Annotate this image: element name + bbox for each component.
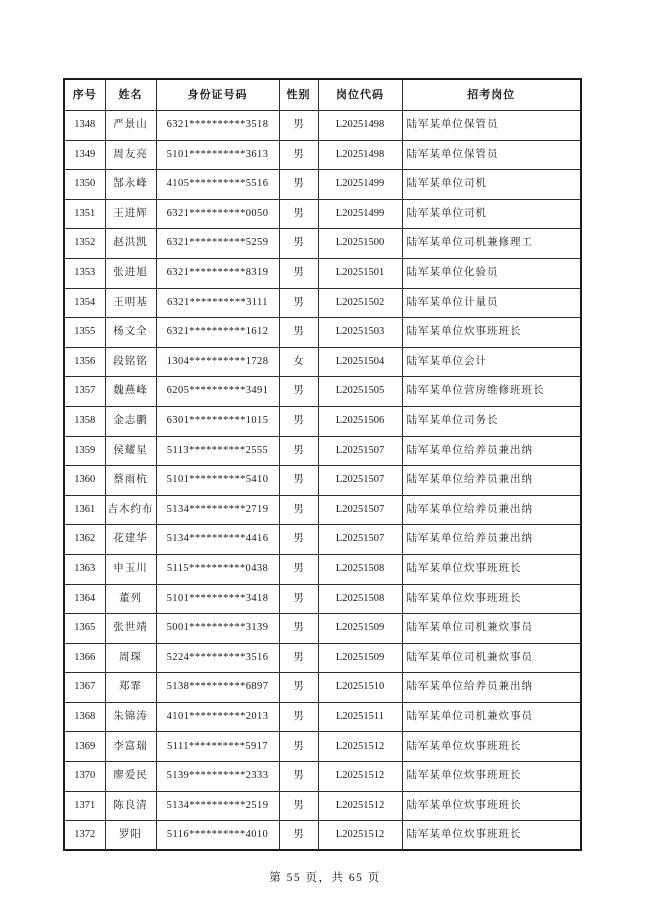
cell-job-code: L20251499 xyxy=(318,199,402,229)
table-row xyxy=(64,466,581,496)
cell-recruitment-position: 陆军某单位炊事班班长 xyxy=(402,821,581,851)
cell-serial-number: 1364 xyxy=(64,584,105,614)
cell-name: 王明基 xyxy=(105,288,156,318)
cell-gender: 男 xyxy=(279,495,318,525)
cell-serial-number: 1369 xyxy=(64,732,105,762)
cell-serial-number: 1351 xyxy=(64,199,105,229)
table-row xyxy=(64,584,581,614)
cell-serial-number: 1365 xyxy=(64,614,105,644)
cell-gender: 男 xyxy=(279,199,318,229)
cell-job-code: L20251512 xyxy=(318,732,402,762)
cell-recruitment-position: 陆军某单位会计 xyxy=(402,347,581,377)
cell-gender: 男 xyxy=(279,554,318,584)
cell-name: 侯耀星 xyxy=(105,436,156,466)
cell-recruitment-position: 陆军某单位司机兼修理工 xyxy=(402,229,581,259)
cell-serial-number: 1360 xyxy=(64,466,105,496)
cell-serial-number: 1371 xyxy=(64,791,105,821)
cell-job-code: L20251506 xyxy=(318,406,402,436)
cell-gender: 男 xyxy=(279,525,318,555)
cell-name: 吉木约布 xyxy=(105,495,156,525)
table-row xyxy=(64,643,581,673)
cell-job-code: L20251509 xyxy=(318,643,402,673)
cell-id-number: 4101**********2013 xyxy=(156,702,279,732)
cell-id-number: 5224**********3516 xyxy=(156,643,279,673)
table-row xyxy=(64,614,581,644)
cell-serial-number: 1361 xyxy=(64,495,105,525)
cell-name: 杨文全 xyxy=(105,318,156,348)
cell-name: 蔡雨杭 xyxy=(105,466,156,496)
cell-id-number: 5134**********2519 xyxy=(156,791,279,821)
cell-id-number: 6301**********1015 xyxy=(156,406,279,436)
cell-recruitment-position: 陆军某单位炊事班班长 xyxy=(402,318,581,348)
header-recruitment-position: 招考岗位 xyxy=(402,79,581,111)
table-row xyxy=(64,258,581,288)
cell-job-code: L20251507 xyxy=(318,495,402,525)
cell-gender: 男 xyxy=(279,406,318,436)
cell-name: 申玉川 xyxy=(105,554,156,584)
cell-serial-number: 1354 xyxy=(64,288,105,318)
cell-serial-number: 1366 xyxy=(64,643,105,673)
cell-gender: 男 xyxy=(279,258,318,288)
cell-gender: 男 xyxy=(279,229,318,259)
cell-name: 廖爱民 xyxy=(105,762,156,792)
cell-job-code: L20251508 xyxy=(318,554,402,584)
table-row xyxy=(64,732,581,762)
cell-job-code: L20251505 xyxy=(318,377,402,407)
cell-name: 花建华 xyxy=(105,525,156,555)
table-row xyxy=(64,199,581,229)
header-job-code: 岗位代码 xyxy=(318,79,402,111)
cell-id-number: 6321**********3518 xyxy=(156,111,279,141)
cell-gender: 男 xyxy=(279,170,318,200)
cell-serial-number: 1352 xyxy=(64,229,105,259)
table-row xyxy=(64,791,581,821)
cell-serial-number: 1359 xyxy=(64,436,105,466)
cell-recruitment-position: 陆军某单位给养员兼出纳 xyxy=(402,466,581,496)
cell-recruitment-position: 陆军某单位司务长 xyxy=(402,406,581,436)
header-serial-number: 序号 xyxy=(64,79,105,111)
cell-name: 魏燕峰 xyxy=(105,377,156,407)
cell-job-code: L20251500 xyxy=(318,229,402,259)
cell-name: 段铭铭 xyxy=(105,347,156,377)
cell-id-number: 4105**********5516 xyxy=(156,170,279,200)
cell-job-code: L20251511 xyxy=(318,702,402,732)
cell-serial-number: 1358 xyxy=(64,406,105,436)
cell-id-number: 5115**********0438 xyxy=(156,554,279,584)
cell-name: 郜永峰 xyxy=(105,170,156,200)
cell-recruitment-position: 陆军某单位司机兼炊事员 xyxy=(402,702,581,732)
cell-name: 张世靖 xyxy=(105,614,156,644)
cell-serial-number: 1363 xyxy=(64,554,105,584)
table-row xyxy=(64,702,581,732)
table-row xyxy=(64,347,581,377)
cell-recruitment-position: 陆军某单位营房维修班班长 xyxy=(402,377,581,407)
cell-job-code: L20251498 xyxy=(318,111,402,141)
cell-recruitment-position: 陆军某单位炊事班班长 xyxy=(402,762,581,792)
cell-gender: 男 xyxy=(279,643,318,673)
cell-name: 赵洪凯 xyxy=(105,229,156,259)
table-row xyxy=(64,406,581,436)
cell-id-number: 6321**********5259 xyxy=(156,229,279,259)
table-row xyxy=(64,229,581,259)
cell-id-number: 5101**********3613 xyxy=(156,140,279,170)
table-row xyxy=(64,554,581,584)
cell-job-code: L20251512 xyxy=(318,791,402,821)
cell-job-code: L20251509 xyxy=(318,614,402,644)
table-row xyxy=(64,436,581,466)
cell-serial-number: 1367 xyxy=(64,673,105,703)
cell-serial-number: 1370 xyxy=(64,762,105,792)
cell-name: 金志鹏 xyxy=(105,406,156,436)
cell-recruitment-position: 陆军某单位给养员兼出纳 xyxy=(402,436,581,466)
header-id-number: 身份证号码 xyxy=(156,79,279,111)
cell-gender: 男 xyxy=(279,377,318,407)
cell-gender: 男 xyxy=(279,466,318,496)
cell-id-number: 6321**********3111 xyxy=(156,288,279,318)
cell-id-number: 5101**********5410 xyxy=(156,466,279,496)
cell-name: 周友亮 xyxy=(105,140,156,170)
cell-id-number: 6321**********0050 xyxy=(156,199,279,229)
cell-recruitment-position: 陆军某单位司机 xyxy=(402,170,581,200)
cell-name: 严景山 xyxy=(105,111,156,141)
cell-recruitment-position: 陆军某单位保管员 xyxy=(402,140,581,170)
cell-recruitment-position: 陆军某单位司机 xyxy=(402,199,581,229)
cell-serial-number: 1368 xyxy=(64,702,105,732)
cell-gender: 男 xyxy=(279,614,318,644)
cell-recruitment-position: 陆军某单位化验员 xyxy=(402,258,581,288)
cell-recruitment-position: 陆军某单位计量员 xyxy=(402,288,581,318)
cell-name: 郑霏 xyxy=(105,673,156,703)
cell-job-code: L20251499 xyxy=(318,170,402,200)
cell-serial-number: 1349 xyxy=(64,140,105,170)
cell-name: 王进辉 xyxy=(105,199,156,229)
table-row xyxy=(64,525,581,555)
cell-job-code: L20251512 xyxy=(318,762,402,792)
cell-gender: 男 xyxy=(279,436,318,466)
table-row xyxy=(64,821,581,851)
table-row xyxy=(64,495,581,525)
cell-id-number: 6205**********3491 xyxy=(156,377,279,407)
cell-recruitment-position: 陆军某单位司机兼炊事员 xyxy=(402,614,581,644)
cell-job-code: L20251501 xyxy=(318,258,402,288)
cell-gender: 男 xyxy=(279,791,318,821)
recruitment-roster-table xyxy=(63,78,582,851)
cell-recruitment-position: 陆军某单位炊事班班长 xyxy=(402,554,581,584)
table-row xyxy=(64,170,581,200)
cell-id-number: 5139**********2333 xyxy=(156,762,279,792)
cell-id-number: 1304**********1728 xyxy=(156,347,279,377)
cell-id-number: 5134**********2719 xyxy=(156,495,279,525)
cell-serial-number: 1356 xyxy=(64,347,105,377)
cell-recruitment-position: 陆军某单位保管员 xyxy=(402,111,581,141)
cell-recruitment-position: 陆军某单位炊事班班长 xyxy=(402,732,581,762)
cell-gender: 男 xyxy=(279,821,318,851)
cell-id-number: 5116**********4010 xyxy=(156,821,279,851)
table-row xyxy=(64,762,581,792)
page-number-footer: 第 55 页，共 65 页 xyxy=(269,872,381,884)
cell-gender: 男 xyxy=(279,732,318,762)
cell-job-code: L20251503 xyxy=(318,318,402,348)
cell-gender: 男 xyxy=(279,584,318,614)
cell-serial-number: 1348 xyxy=(64,111,105,141)
cell-id-number: 5113**********2555 xyxy=(156,436,279,466)
table-row xyxy=(64,673,581,703)
cell-job-code: L20251502 xyxy=(318,288,402,318)
cell-id-number: 5001**********3139 xyxy=(156,614,279,644)
header-gender: 性别 xyxy=(279,79,318,111)
cell-id-number: 6321**********1612 xyxy=(156,318,279,348)
cell-recruitment-position: 陆军某单位炊事班班长 xyxy=(402,584,581,614)
cell-serial-number: 1362 xyxy=(64,525,105,555)
cell-gender: 男 xyxy=(279,140,318,170)
cell-id-number: 5101**********3418 xyxy=(156,584,279,614)
cell-name: 周琛 xyxy=(105,643,156,673)
table-row xyxy=(64,377,581,407)
table-row xyxy=(64,111,581,141)
cell-gender: 女 xyxy=(279,347,318,377)
cell-recruitment-position: 陆军某单位给养员兼出纳 xyxy=(402,495,581,525)
cell-recruitment-position: 陆军某单位司机兼炊事员 xyxy=(402,643,581,673)
cell-recruitment-position: 陆军某单位炊事班班长 xyxy=(402,791,581,821)
cell-job-code: L20251507 xyxy=(318,525,402,555)
cell-id-number: 6321**********8319 xyxy=(156,258,279,288)
header-row xyxy=(64,79,581,111)
cell-serial-number: 1350 xyxy=(64,170,105,200)
cell-serial-number: 1372 xyxy=(64,821,105,851)
cell-serial-number: 1353 xyxy=(64,258,105,288)
cell-name: 陈良清 xyxy=(105,791,156,821)
cell-recruitment-position: 陆军某单位给养员兼出纳 xyxy=(402,673,581,703)
cell-serial-number: 1355 xyxy=(64,318,105,348)
cell-recruitment-position: 陆军某单位给养员兼出纳 xyxy=(402,525,581,555)
cell-job-code: L20251507 xyxy=(318,436,402,466)
cell-job-code: L20251510 xyxy=(318,673,402,703)
cell-name: 朱锦涛 xyxy=(105,702,156,732)
cell-gender: 男 xyxy=(279,762,318,792)
cell-id-number: 5111**********5917 xyxy=(156,732,279,762)
cell-job-code: L20251512 xyxy=(318,821,402,851)
table-row xyxy=(64,288,581,318)
cell-job-code: L20251498 xyxy=(318,140,402,170)
cell-job-code: L20251508 xyxy=(318,584,402,614)
cell-name: 李富瑞 xyxy=(105,732,156,762)
cell-job-code: L20251504 xyxy=(318,347,402,377)
cell-name: 张进旭 xyxy=(105,258,156,288)
cell-name: 董列 xyxy=(105,584,156,614)
header-name: 姓名 xyxy=(105,79,156,111)
cell-gender: 男 xyxy=(279,288,318,318)
cell-gender: 男 xyxy=(279,318,318,348)
cell-serial-number: 1357 xyxy=(64,377,105,407)
cell-gender: 男 xyxy=(279,673,318,703)
cell-id-number: 5138**********6897 xyxy=(156,673,279,703)
cell-name: 罗阳 xyxy=(105,821,156,851)
cell-gender: 男 xyxy=(279,702,318,732)
cell-job-code: L20251507 xyxy=(318,466,402,496)
table-row xyxy=(64,318,581,348)
cell-gender: 男 xyxy=(279,111,318,141)
cell-id-number: 5134**********4416 xyxy=(156,525,279,555)
table-row xyxy=(64,140,581,170)
